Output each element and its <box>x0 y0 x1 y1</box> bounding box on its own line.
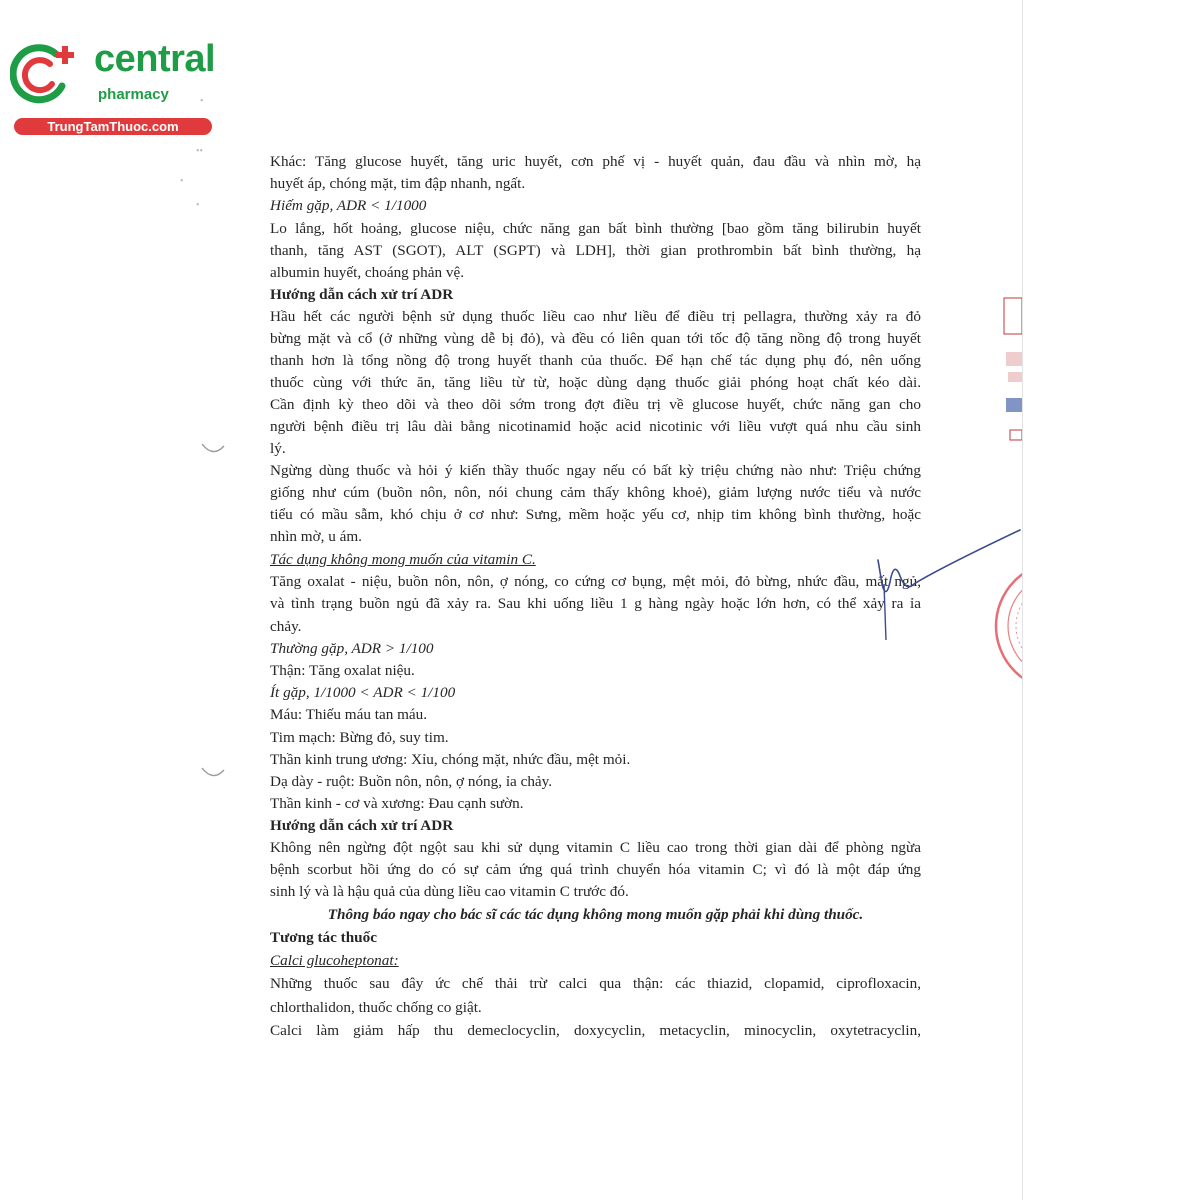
text-line: Lo lắng, hốt hoảng, glucose niệu, chức năng gan bất bình thường [bao gồm tăng bilirubin huyết <box>270 220 921 237</box>
text-line: nhìn mờ, u ám. <box>270 528 362 545</box>
scan-speck: • <box>196 200 200 211</box>
scan-speck: • <box>200 96 204 107</box>
logo-url-badge: TrungTamThuoc.com <box>14 118 212 135</box>
text-line: người bệnh điều trị lâu dài bằng nicotinamid hoặc acid nicotinic với liều vượt quá nhu cầu sinh <box>270 418 921 435</box>
text-line: huyết áp, chóng mặt, tim đập nhanh, ngất. <box>270 175 526 192</box>
text-line: chảy. <box>270 618 302 635</box>
text-line: Cần định kỳ theo dõi và theo dõi sớm trong đợt điều trị về glucose huyết, chức năng gan cho <box>270 396 921 413</box>
subsection-heading: Calci glucoheptonat: <box>270 952 399 969</box>
logo-subtitle: pharmacy <box>98 86 169 103</box>
text-line: Máu: Thiếu máu tan máu. <box>270 706 428 723</box>
edge-stamp-icon <box>996 296 1022 446</box>
notice-line: Thông báo ngay cho bác sĩ các tác dụng không mong muốn gặp phải khi dùng thuốc. <box>327 906 864 923</box>
punch-hole-icon <box>200 440 226 458</box>
text-line: bừng mặt và cổ (ở những vùng dễ bị đỏ), và đều có liên quan tới tốc độ tăng nồng độ trong huyết <box>270 330 921 347</box>
punch-hole-icon <box>200 764 226 782</box>
text-line: Tăng oxalat - niệu, buồn nôn, nôn, ợ nóng, co cứng cơ bụng, mệt mỏi, đỏ bừng, nhức đầu, mất ngủ, <box>270 573 921 590</box>
official-seal-icon <box>992 556 1022 696</box>
frequency-heading: Hiếm gặp, ADR < 1/1000 <box>270 197 427 214</box>
text-line: thanh, tăng AST (SGOT), ALT (SGPT) và LDH], thời gian prothrombin bất bình thường, hạ <box>270 242 921 259</box>
frequency-heading: Ít gặp, 1/1000 < ADR < 1/100 <box>270 684 456 701</box>
text-line: Dạ dày - ruột: Buồn nôn, nôn, ợ nóng, ỉa chảy. <box>270 773 553 790</box>
logo-mark-icon <box>10 40 82 104</box>
section-heading: Hướng dẫn cách xử trí ADR <box>270 286 454 303</box>
scan-speck: • <box>180 176 184 187</box>
text-line: thuốc cùng với thức ăn, tăng liều từ từ, hoặc dùng dạng thuốc giải phóng hoạt chất kéo dài. <box>270 374 921 391</box>
subsection-heading: Tác dụng không mong muốn của vitamin C. <box>270 551 536 568</box>
scan-speck: •• <box>196 146 204 157</box>
text-line: và tình trạng buồn ngủ đã xảy ra. Sau khi uống liều 1 g hàng ngày hoặc lớn hơn, có thể xảy ra ỉa <box>270 595 921 612</box>
text-line: Hầu hết các người bệnh sử dụng thuốc liều cao như liều để điều trị pellagra, thường xảy ra đỏ <box>270 308 921 325</box>
central-pharmacy-logo[interactable] <box>10 36 220 136</box>
text-line: Khác: Tăng glucose huyết, tăng uric huyết, cơn phế vị - huyết quản, đau đầu và nhìn mờ, hạ <box>270 153 921 170</box>
text-line: thanh hơn là tổng nồng độ trong huyết thanh của thuốc. Để hạn chế tác dụng phụ đó, nên uống <box>270 352 921 369</box>
text-line: Ngừng dùng thuốc và hỏi ý kiến thầy thuốc ngay nếu có bất kỳ triệu chứng nào như: Triệu chứng <box>270 462 921 479</box>
text-line: tiểu có mầu sẫm, khó chịu ở cơ như: Sưng, mềm hoặc yếu cơ, nhịp tim không bình thường, hoặc <box>270 506 921 523</box>
text-line: chlorthalidon, thuốc chống co giật. <box>270 999 482 1016</box>
text-line: giống như cúm (buồn nôn, nôn, nói chung cảm thấy không khoẻ), giảm lượng nước tiểu và nước <box>270 484 921 501</box>
text-line: Thần kinh - cơ và xương: Đau cạnh sườn. <box>270 795 524 812</box>
text-line: albumin huyết, choáng phản vệ. <box>270 264 465 281</box>
text-line: Những thuốc sau đây ức chế thải trừ calci qua thận: các thiazid, clopamid, ciprofloxacin, <box>270 975 921 992</box>
text-line: Thần kinh trung ương: Xỉu, chóng mặt, nhức đầu, mệt mỏi. <box>270 751 631 768</box>
text-line: bệnh scorbut hồi ứng do có sự cảm ứng quá trình chuyển hóa vitamin C; vì đó là một đáp ứng <box>270 861 921 878</box>
text-line: Calci làm giảm hấp thu demeclocyclin, doxycyclin, metacyclin, minocyclin, oxytetracyclin, <box>270 1022 921 1039</box>
logo-name: central <box>94 38 216 80</box>
text-line: Không nên ngừng đột ngột sau khi sử dụng vitamin C liều cao trong thời gian dài để phòng ngừa <box>270 839 921 856</box>
text-line: Thận: Tăng oxalat niệu. <box>270 662 415 679</box>
text-line: Tim mạch: Bừng đỏ, suy tim. <box>270 729 449 746</box>
section-heading: Hướng dẫn cách xử trí ADR <box>270 817 454 834</box>
text-line: sinh lý và là hậu quả của dùng liều cao vitamin C trước đó. <box>270 883 629 900</box>
text-line: lý. <box>270 440 286 457</box>
frequency-heading: Thường gặp, ADR > 1/100 <box>270 640 434 657</box>
section-heading: Tương tác thuốc <box>270 929 377 946</box>
